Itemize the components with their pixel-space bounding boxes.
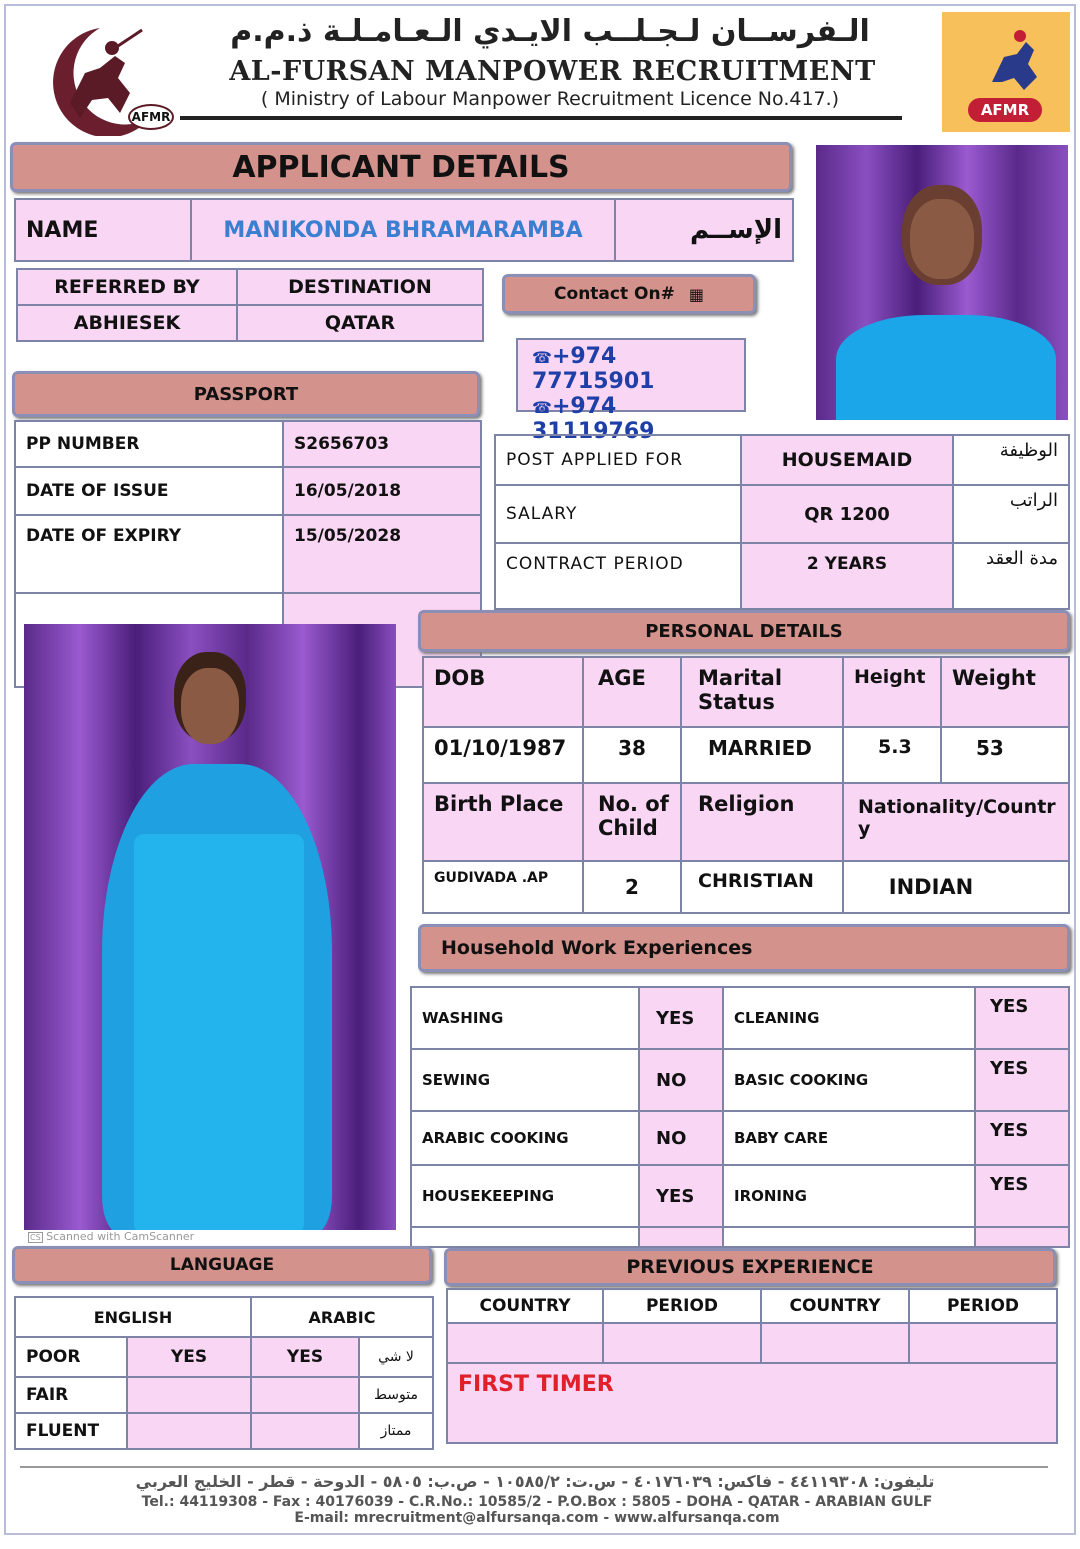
arabic-level-value [251, 1413, 359, 1449]
nationality-header: Nationality/Country [843, 783, 1069, 861]
phone-1: +974 77715901 [532, 344, 655, 394]
level-label: FLUENT [15, 1413, 127, 1449]
english-level-value: YES [127, 1337, 251, 1377]
pp-number-value: S2656703 [283, 421, 481, 467]
period-header: PERIOD [909, 1289, 1057, 1323]
company-logo [30, 18, 180, 136]
language-title: LANGUAGE [12, 1246, 432, 1284]
skill-label: IRONING [723, 1165, 975, 1227]
skill-value: YES [639, 987, 723, 1049]
phone-icon: ☎ [532, 348, 552, 367]
afmr-badge-right: AFMR [968, 98, 1042, 122]
scanner-watermark [28, 1230, 328, 1246]
experience-cell [909, 1323, 1057, 1363]
salary-label: SALARY [495, 485, 741, 543]
expiry-date-label: DATE OF EXPIRY [15, 515, 283, 593]
experience-cell [761, 1323, 909, 1363]
footer-arabic: تليفون: ٤٤١١٩٣٠٨ - فاكس: ٤٠١٧٦٠٣٩ - س.ت: ١٠٥٨٥/٢ - ص.ب: ٥٨٠٥ - الدوحة - قطر - الخليج العربي [135, 1472, 935, 1491]
first-timer-note: FIRST TIMER [447, 1363, 1057, 1443]
marital-value: MARRIED [681, 727, 843, 783]
personal-table [422, 656, 1070, 914]
passport-title: PASSPORT [12, 371, 480, 417]
salary-arabic: الراتب [953, 485, 1069, 543]
skill-label: ARABIC COOKING [411, 1111, 639, 1165]
skill-label: HOUSEKEEPING [411, 1165, 639, 1227]
footer-rule [20, 1466, 1048, 1468]
salary-value: QR 1200 [741, 485, 953, 543]
phones-box [516, 338, 746, 444]
english-level-value [127, 1413, 251, 1449]
skill-label: CLEANING [723, 987, 975, 1049]
skill-value: YES [639, 1165, 723, 1227]
destination-label: DESTINATION [237, 269, 483, 305]
name-label: NAME [15, 199, 191, 261]
country-header: COUNTRY [447, 1289, 603, 1323]
skill-value: YES [975, 1111, 1069, 1165]
period-header: PERIOD [603, 1289, 761, 1323]
age-header: AGE [583, 657, 681, 727]
arabic-header: ARABIC [251, 1297, 433, 1337]
afmr-badge: AFMR [128, 104, 174, 130]
children-header: No. of Child [583, 783, 681, 861]
level-arabic: متوسط [359, 1377, 433, 1413]
arabic-level-value [251, 1377, 359, 1413]
english-level-value [127, 1377, 251, 1413]
personal-details-title: PERSONAL DETAILS [418, 610, 1070, 652]
skill-value: NO [639, 1049, 723, 1111]
camscanner-icon: CS [30, 1233, 41, 1242]
empty-cell [723, 1227, 975, 1247]
applicant-full-photo [24, 624, 396, 1230]
contact-title [502, 274, 756, 314]
referred-by-label: REFERRED BY [17, 269, 237, 305]
height-value: 5.3 [843, 727, 941, 783]
scanner-text: Scanned with CamScanner [46, 1230, 195, 1243]
skill-value: YES [975, 987, 1069, 1049]
experience-cell [603, 1323, 761, 1363]
level-arabic: ممتاز [359, 1413, 433, 1449]
contact-label: Contact On# [554, 284, 675, 304]
licence-text: ( Ministry of Labour Manpower Recruitment Licence No.417.) [260, 88, 840, 110]
country-header: COUNTRY [761, 1289, 909, 1323]
job-table [494, 434, 1070, 610]
contract-value: 2 YEARS [741, 543, 953, 609]
household-table [410, 986, 1070, 1248]
company-arabic-name: الـفرســان لـجـلــب الايـدي الـعـامـلـة ذ.م.م [230, 14, 870, 49]
post-value: HOUSEMAID [741, 435, 953, 485]
household-title-text: Household Work Experiences [441, 937, 753, 959]
phone-line-1 [532, 344, 744, 394]
phone-2: +974 31119769 [532, 394, 655, 444]
empty-cell [411, 1227, 639, 1247]
post-arabic: الوظيفة [953, 435, 1069, 485]
marital-header: Marital Status [681, 657, 843, 727]
religion-value: CHRISTIAN [681, 861, 843, 913]
footer-web-line: E-mail: mrecruitment@alfursanqa.com - www.alfursanqa.com [294, 1510, 780, 1526]
header-rule [180, 116, 902, 120]
previous-experience-title: PREVIOUS EXPERIENCE [444, 1248, 1056, 1286]
skill-label: WASHING [411, 987, 639, 1049]
contract-label: CONTRACT PERIOD [495, 543, 741, 609]
skill-label: SEWING [411, 1049, 639, 1111]
children-value: 2 [583, 861, 681, 913]
empty-cell [639, 1227, 723, 1247]
religion-header: Religion [681, 783, 843, 861]
experience-cell [447, 1323, 603, 1363]
name-arabic-label: الإســم [615, 199, 793, 261]
language-table [14, 1296, 434, 1450]
age-value: 38 [583, 727, 681, 783]
footer-contact-line: Tel.: 44119308 - Fax : 40176039 - C.R.No.: 10585/2 - P.O.Box : 5805 - DOHA - QATAR - ARABIAN GULF [141, 1494, 933, 1510]
level-arabic: لا شي [359, 1337, 433, 1377]
skill-label: BASIC COOKING [723, 1049, 975, 1111]
applicant-details-title: APPLICANT DETAILS [10, 142, 792, 192]
skill-value: NO [639, 1111, 723, 1165]
height-header: Height [843, 657, 941, 727]
expiry-date-value: 15/05/2028 [283, 515, 481, 593]
birthplace-header: Birth Place [423, 783, 583, 861]
english-header: ENGLISH [15, 1297, 251, 1337]
birthplace-value: GUDIVADA .AP [423, 861, 583, 913]
pp-number-label: PP NUMBER [15, 421, 283, 467]
phone-book-icon: ▦ [688, 284, 704, 304]
empty-cell [975, 1227, 1069, 1247]
phone-icon: ☎ [532, 398, 552, 417]
level-label: POOR [15, 1337, 127, 1377]
skill-label: BABY CARE [723, 1111, 975, 1165]
applicant-portrait-photo [816, 145, 1068, 420]
dob-value: 01/10/1987 [423, 727, 583, 783]
arabic-level-value: YES [251, 1337, 359, 1377]
referral-table [16, 268, 484, 342]
skill-value: YES [975, 1165, 1069, 1227]
household-title [418, 924, 1070, 972]
destination-value: QATAR [237, 305, 483, 341]
company-english-name: AL-FURSAN MANPOWER RECRUITMENT [229, 56, 876, 87]
weight-header: Weight [941, 657, 1069, 727]
afmr-logo-right [942, 12, 1070, 132]
issue-date-label: DATE OF ISSUE [15, 467, 283, 515]
issue-date-value: 16/05/2018 [283, 467, 481, 515]
name-table [14, 198, 794, 262]
contract-arabic: مدة العقد [953, 543, 1069, 609]
dob-header: DOB [423, 657, 583, 727]
skill-value: YES [975, 1049, 1069, 1111]
level-label: FAIR [15, 1377, 127, 1413]
referred-by-value: ABHIESEK [17, 305, 237, 341]
previous-experience-table [446, 1288, 1058, 1444]
nationality-value: INDIAN [843, 861, 1069, 913]
weight-value: 53 [941, 727, 1069, 783]
post-label: POST APPLIED FOR [495, 435, 741, 485]
name-value: MANIKONDA BHRAMARAMBA [191, 199, 615, 261]
